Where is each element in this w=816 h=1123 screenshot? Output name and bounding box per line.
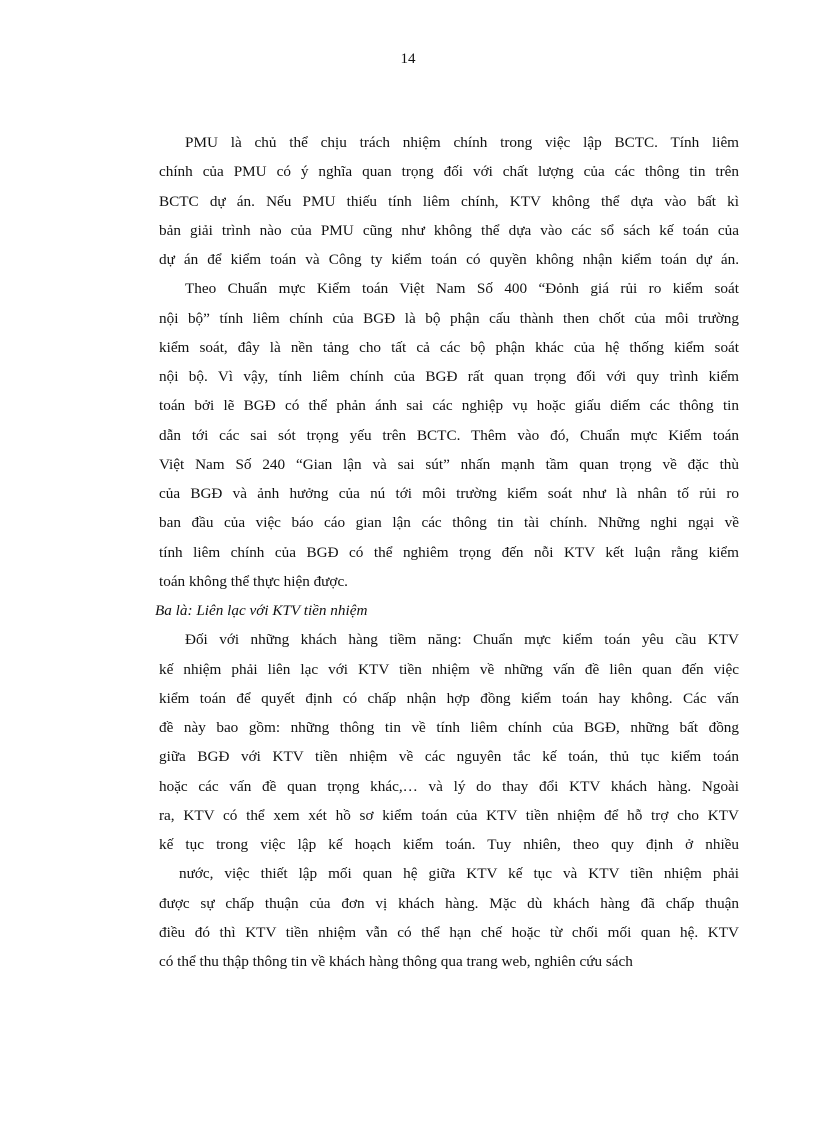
text-line: kế nhiệm phải liên lạc với KTV tiền nhiệm về những vấn đề liên quan đến việc [159,660,739,678]
paragraph-khach-hang-tiem-nang [159,625,739,859]
text-line: kiểm soát, đây là nền tảng cho tất cả các bộ phận khác của hệ thống kiểm soát [159,338,739,356]
text-line: chính của PMU có ý nghĩa quan trọng đối với chất lượng của các thông tin trên [159,163,739,181]
paragraph-liem-chinh-pmu [159,128,739,274]
text-line: giữa BGĐ với KTV tiền nhiệm về các nguyên tắc kế toán, thủ tục kiểm toán [159,748,739,766]
text-line: có thể thu thập thông tin về khách hàng thông qua trang web, nghiên cứu sách [159,953,633,970]
text-line: kiểm toán để quyết định có chấp nhận hợp đồng kiểm toán hay không. Các vấn [159,689,739,707]
text-line: tính liêm chính của BGĐ có thể nghiêm trọng đến nỗi KTV kết luận rằng kiểm [159,543,739,561]
text-line: PMU là chủ thể chịu trách nhiệm chính trong việc lập BCTC. Tính liêm [185,134,739,151]
text-line: BCTC dự án. Nếu PMU thiếu tính liêm chính, KTV không thể dựa vào bất kì [159,192,739,210]
text-line: ban đầu của việc báo cáo gian lận các thông tin tài chính. Những nghi ngại về [159,514,739,532]
text-line: dự án để kiểm toán và Công ty kiểm toán có quyền không nhận kiểm toán dự án. [159,251,739,268]
text-line: Việt Nam Số 240 “Gian lận và sai sút” nhấn mạnh tầm quan trọng về đặc thù [159,455,739,473]
text-line: nội bộ” tính liêm chính của BGĐ là bộ phận cấu thành then chốt của môi trường [159,309,739,327]
text-line: được sự chấp thuận của đơn vị khách hàng. Mặc dù khách hàng đã chấp thuận [159,894,739,912]
text-line: bản giải trình nào của PMU cũng như không thể dựa vào các sổ sách kế toán của [159,221,739,239]
page-body [155,128,739,976]
paragraph-chuan-muc-400 [159,274,739,596]
text-line: toán không thể thực hiện được. [159,572,348,590]
text-line: toán bởi lẽ BGĐ có thể phản ánh sai các nghiệp vụ hoặc giấu diếm các thông tin [159,397,739,415]
paragraph-chap-thuan [159,859,739,976]
text-line: kế tục trong việc lập kế hoạch kiểm toán. Tuy nhiên, theo quy định ở nhiều [159,836,739,853]
text-line: của BGĐ và ảnh hưởng của nú tới môi trường kiểm soát như là nhân tố rủi ro [159,485,739,502]
text-line: nước, việc thiết lập mối quan hệ giữa KTV kế tục và KTV tiền nhiệm phải [179,865,739,883]
page-number: 14 [400,51,416,67]
text-line: điều đó thì KTV tiền nhiệm vẫn có thể hạn chế hoặc từ chối mối quan hệ. KTV [159,923,739,941]
text-line: hoặc các vấn đề quan trọng khác,… và lý do thay đổi KTV khách hàng. Ngoài [159,777,739,795]
text-line: Theo Chuẩn mực Kiểm toán Việt Nam Số 400 “Đỏnh giá rủi ro kiểm soát [185,280,739,298]
text-line: Đối với những khách hàng tiềm năng: Chuẩn mực kiểm toán yêu cầu KTV [185,631,739,649]
text-line: đề này bao gồm: những thông tin về tính liêm chính của BGĐ, những bất đồng [159,719,739,736]
text-line: dẫn tới các sai sót trọng yếu trên BCTC. Thêm vào đó, Chuẩn mực Kiểm toán [159,426,739,444]
text-line: nội bộ. Vì vậy, tính liêm chính của BGĐ rất quan trọng đối với quy trình kiểm [159,368,739,385]
text-line: ra, KTV có thể xem xét hồ sơ kiểm toán của KTV tiền nhiệm để hỗ trợ cho KTV [159,806,739,824]
section-heading: Ba là: Liên lạc với KTV tiền nhiệm [155,602,368,619]
